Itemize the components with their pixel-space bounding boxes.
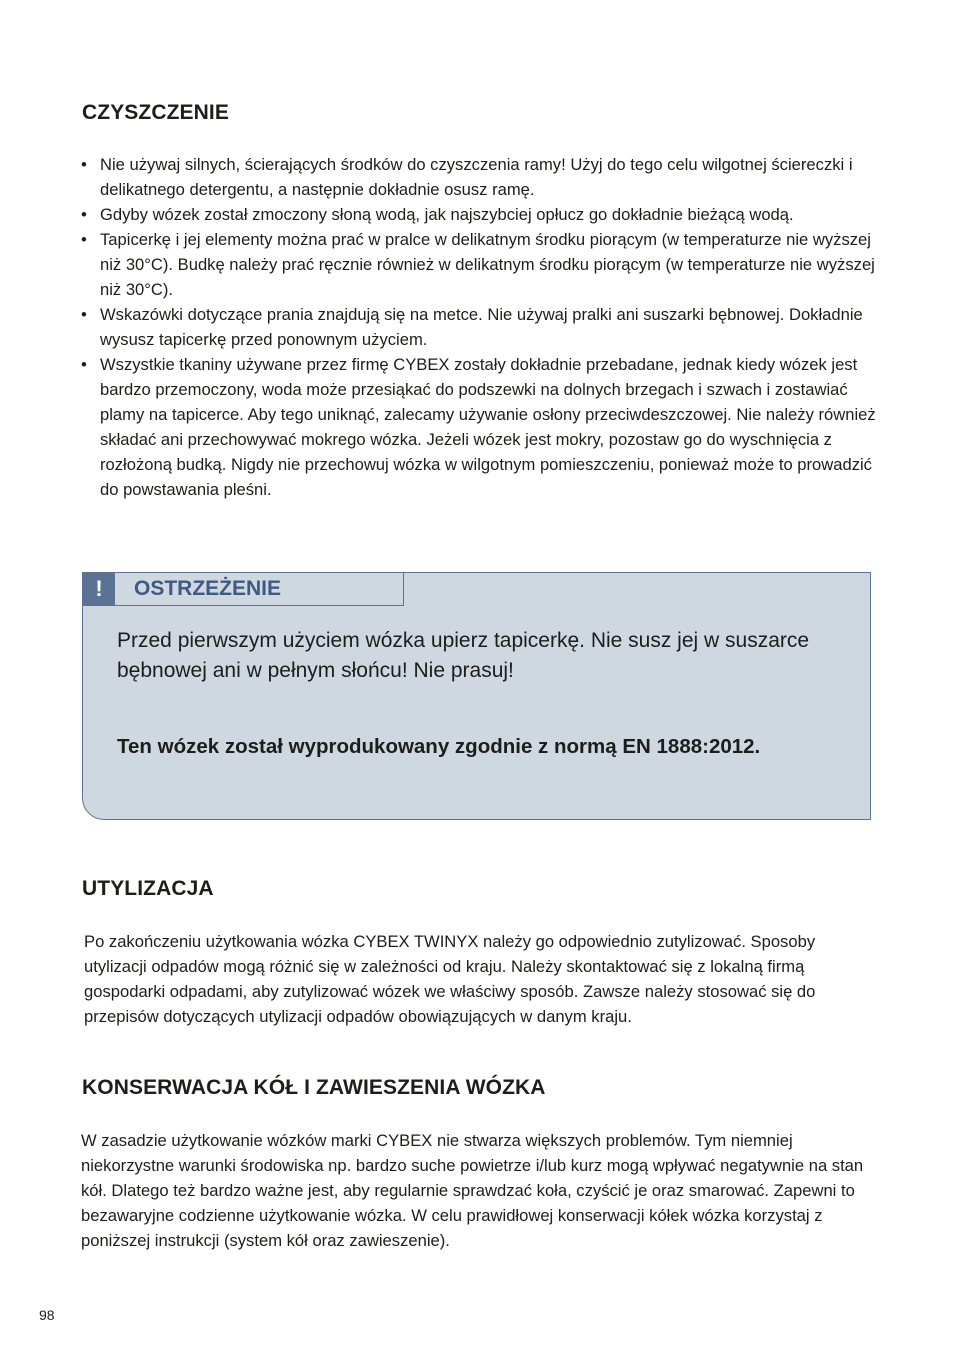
cleaning-list: [80, 152, 880, 502]
warning-title: OSTRZEŻENIE: [134, 577, 282, 600]
maintenance-paragraph: W zasadzie użytkowanie wózków marki CYBEX nie stwarza większych problemów. Tym niemniej niekorzystne warunki środowiska np. bardzo suche powietrze i/lub kurz mogą wpływać negatywnie na stan kół. Dlatego też bardzo ważne jest, aby regularnie sprawdzać koła, czyścić je oraz smarować. Zapewni to bezawaryjne codzienne użytkowanie wózka. W celu prawidłowej konserwacji kółek wózka korzystaj z poniższej instrukcji (system kół oraz zawieszenie).: [81, 1131, 864, 1250]
bullet-icon: •: [81, 155, 87, 174]
disposal-paragraph: Po zakończeniu użytkowania wózka CYBEX TWINYX należy go odpowiednio zutylizować. Sposoby utylizacji odpadów mogą różnić się w zależności od kraju. Należy skontaktować się z lokalną firmą gospodarki odpadami, aby zutylizować wózek we właściwy sposób. Zawsze należy stosować się do przepisów dotyczących utylizacji odpadów obowiązujących w danym kraju.: [84, 932, 816, 1026]
section-heading-cleaning: CZYSZCZENIE: [82, 101, 229, 124]
list-item-text: Wszystkie tkaniny używane przez firmę CYBEX zostały dokładnie przebadane, jednak kiedy wózek jest bardzo przemoczony, woda może przesiąkać do podszewki na dolnych brzegach i szwach i zostawiać plamy na tapicerce. Aby tego uniknąć, zalecamy używanie osłony przeciwdeszczowej. Nie należy również składać ani przechowywać mokrego wózka. Jeżeli wózek jest mokry, pozostaw go do wyschnięcia z rozłożoną budką. Nigdy nie przechowuj wózka w wilgotnym pomieszczeniu, ponieważ może to prowadzić do powstawania pleśni.: [100, 355, 876, 499]
bullet-icon: •: [81, 205, 87, 224]
list-item: [80, 152, 880, 202]
exclamation-icon: !: [83, 573, 115, 605]
list-item-text: Tapicerkę i jej elementy można prać w pralce w delikatnym środku piorącym (w temperaturze nie wyższej niż 30°C). Budkę należy prać ręcznie również w delikatnym środku piorącym (w temperaturze nie wyższej niż 30°C).: [100, 230, 875, 299]
bullet-icon: •: [81, 305, 87, 324]
page-number: 98: [39, 1307, 55, 1323]
section-heading-maintenance: KONSERWACJA KÓŁ I ZAWIESZENIA WÓZKA: [82, 1076, 546, 1099]
list-item: [80, 302, 880, 352]
warning-box: [82, 572, 871, 820]
norm-statement: Ten wózek został wyprodukowany zgodnie z normą EN 1888:2012.: [117, 735, 761, 758]
list-item: [80, 202, 880, 227]
section-heading-disposal: UTYLIZACJA: [82, 877, 214, 900]
bullet-icon: •: [81, 355, 87, 374]
warning-text: Przed pierwszym użyciem wózka upierz tapicerkę. Nie susz jej w suszarce bębnowej ani w pełnym słońcu! Nie prasuj!: [117, 629, 810, 682]
list-item: [80, 227, 880, 302]
list-item: [80, 352, 880, 502]
list-item-text: Nie używaj silnych, ścierających środków do czyszczenia ramy! Użyj do tego celu wilgotnej ściereczki i delikatnego detergentu, a następnie dokładnie osusz ramę.: [100, 155, 853, 199]
list-item-text: Gdyby wózek został zmoczony słoną wodą, jak najszybciej opłucz go dokładnie bieżącą wodą.: [100, 205, 794, 224]
bullet-icon: •: [81, 230, 87, 249]
list-item-text: Wskazówki dotyczące prania znajdują się na metce. Nie używaj pralki ani suszarki bębnowej. Dokładnie wysusz tapicerkę przed ponownym użyciem.: [100, 305, 863, 349]
warning-header: [82, 572, 404, 606]
